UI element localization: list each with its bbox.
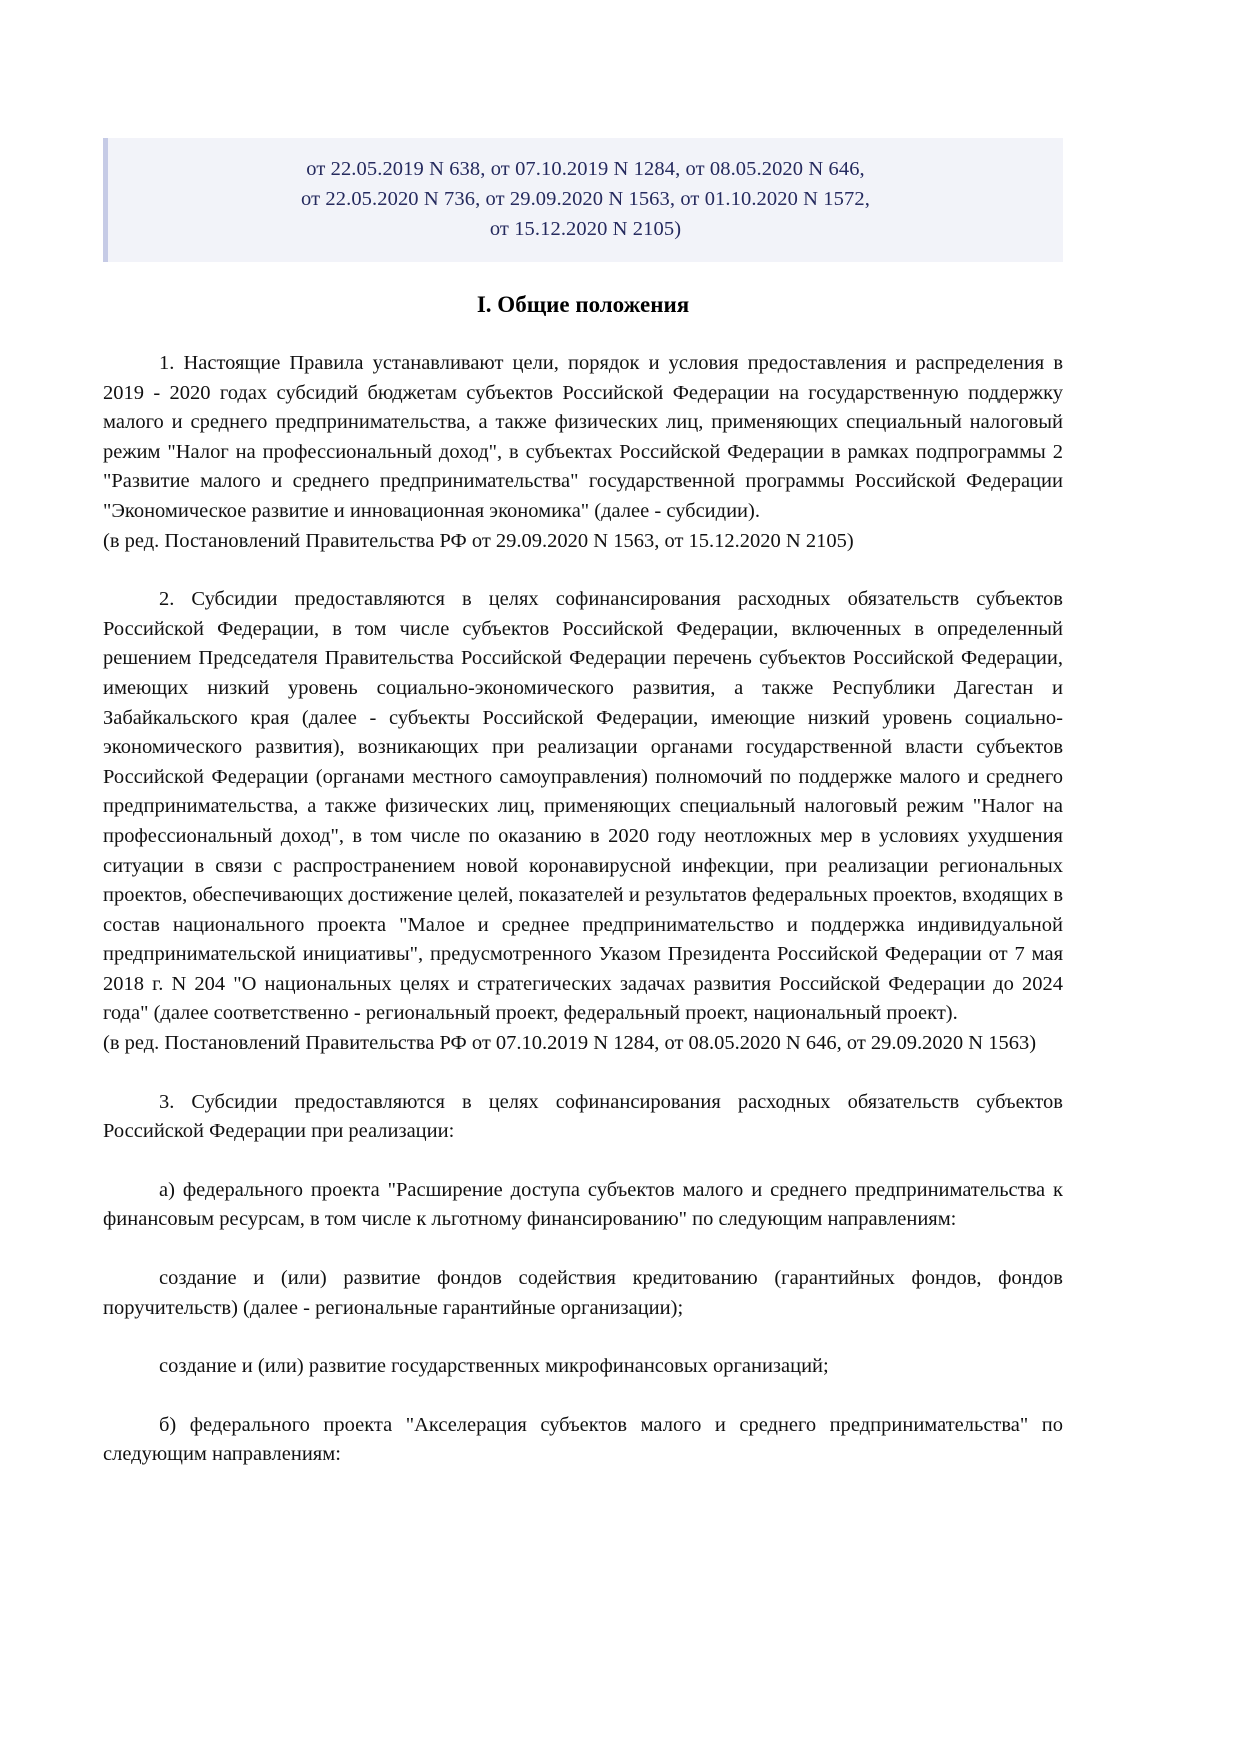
amendment-note-1: (в ред. Постановлений Правительства РФ от 29.09.2020 N 1563, от 15.12.2020 N 2105) (103, 529, 854, 552)
list-item-b: б) федерального проекта "Акселерация субъектов малого и среднего предпринимательства" по следующим направлениям: (103, 1413, 1063, 1466)
list-item-a-sub-2: создание и (или) развитие государственных микрофинансовых организаций; (159, 1355, 829, 1378)
list-item-a: а) федерального проекта "Расширение доступа субъектов малого и среднего предпринимательства к финансовым ресурсам, в том числе к льготному финансированию" по следующим направлениям: (103, 1178, 1063, 1231)
amendment-header-line-1: от 22.05.2019 N 638, от 07.10.2019 N 1284, от 08.05.2020 N 646, (306, 158, 865, 180)
amendment-header-line-3: от 15.12.2020 N 2105) (489, 218, 682, 240)
amendment-header-line-2: от 22.05.2020 N 736, от 29.09.2020 N 1563, от 01.10.2020 N 1572, (301, 188, 870, 210)
paragraph-1: 1. Настоящие Правила устанавливают цели, порядок и условия предоставления и распределения в 2019 - 2020 годах субсидий бюджетам субъектов Российской Федерации на государственную поддержку малого и среднего предпринимательства, а также физических лиц, применяющих специальный налоговый режим "Налог на профессиональный доход", в субъектах Российской Федерации в рамках подпрограммы 2 "Развитие малого и среднего предпринимательства" государственной программы Российской Федерации "Экономическое развитие и инновационная экономика" (далее - субсидии). (103, 352, 1063, 522)
paragraph-3: 3. Субсидии предоставляются в целях софинансирования расходных обязательств субъектов Российской Федерации при реализации: (103, 1090, 1063, 1143)
list-item-a-sub-1: создание и (или) развитие фондов содействия кредитованию (гарантийных фондов, фондов поручительств) (далее - региональные гарантийные организации); (103, 1267, 1063, 1319)
amendment-header-box (103, 138, 1063, 262)
amendment-note-2: (в ред. Постановлений Правительства РФ от 07.10.2019 N 1284, от 08.05.2020 N 646, от 29.09.2020 N 1563) (103, 1032, 1037, 1055)
document-content-column (103, 0, 1063, 1470)
paragraph-2: 2. Субсидии предоставляются в целях софинансирования расходных обязательств субъектов Российской Федерации, в том числе субъектов Российской Федерации, включенных в определенный решением Председателя Правительства Российской Федерации перечень субъектов Российской Федерации, имеющих низкий уровень социально-экономического развития, а также Республики Дагестан и Забайкальского края (далее - субъекты Российской Федерации, имеющие низкий уровень социально-экономического развития), возникающих при реализации органами государственной власти субъектов Российской Федерации (органами местного самоуправления) полномочий по поддержке малого и среднего предпринимательства, а также физических лиц, применяющих специальный налоговый режим "Налог на профессиональный доход", в том числе по оказанию в 2020 году неотложных мер в условиях ухудшения ситуации в связи с распространением новой коронавирусной инфекции, при реализации региональных проектов, обеспечивающих достижение целей, показателей и результатов федеральных проектов, входящих в состав национального проекта "Малое и среднее предпринимательство и поддержка индивидуальной предпринимательской инициативы", предусмотренного Указом Президента Российской Федерации от 7 мая 2018 г. N 204 "О национальных целях и стратегических задачах развития Российской Федерации до 2024 года" (далее соответственно - региональный проект, федеральный проект, национальный проект). (103, 588, 1063, 1025)
section-heading: I. Общие положения (476, 292, 690, 317)
